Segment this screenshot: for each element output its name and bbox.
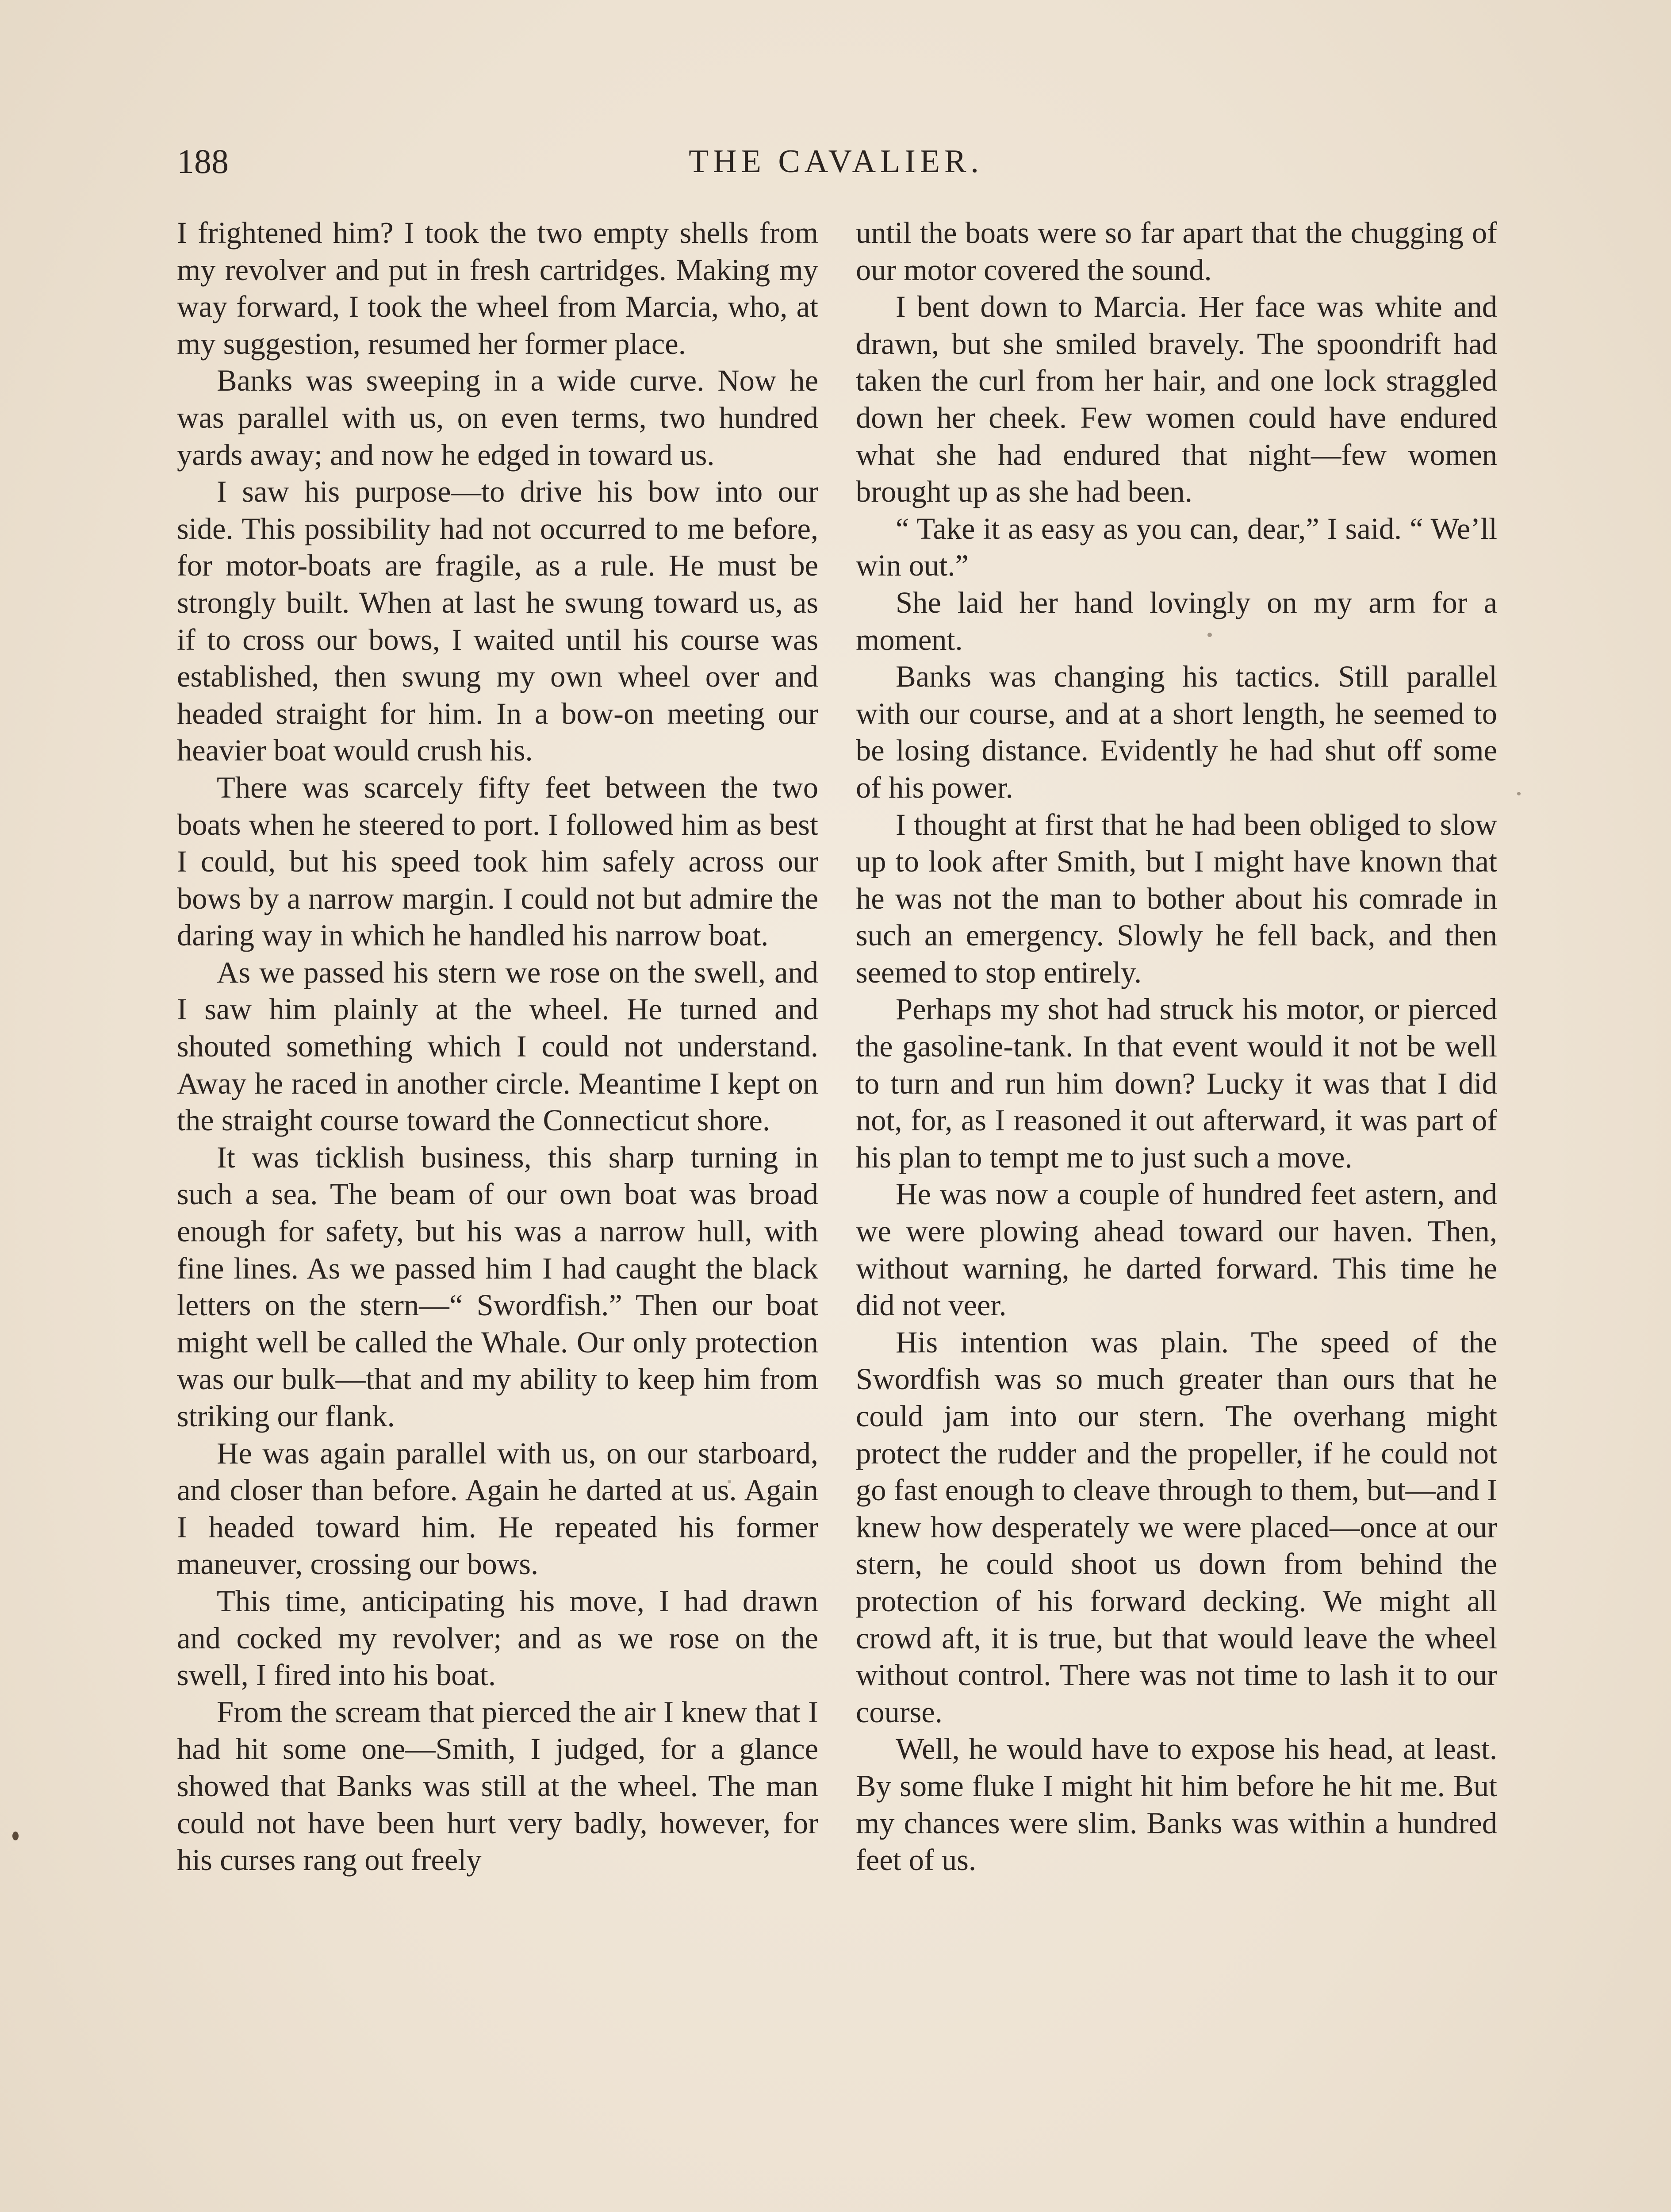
paper-speck bbox=[1207, 633, 1212, 637]
paragraph: She laid her hand lovingly on my arm for a moment. bbox=[856, 585, 1497, 657]
paper-speck bbox=[728, 1480, 731, 1483]
paragraph: His intention was plain. The speed of the Swordfish was so much greater than ours that he could jam into our stern. The overhang might protect the rudder and the propeller, if he could not go fast enough to cleave through to them, but—and I knew how desperately we were placed—once at our stern, he could shoot us down from behind the protection of his forward decking. We might all crowd aft, it is true, but that would leave the wheel without control. There was not time to lash it to our course. bbox=[856, 1325, 1497, 1729]
paragraph: He was now a couple of hundred feet astern, and we were plowing ahead toward our haven. Then, without warning, he darted forward. This time he did not veer. bbox=[856, 1177, 1497, 1322]
paragraph: Well, he would have to expose his head, at least. By some fluke I might hit him before he hit me. But my chances were slim. Banks was within a hundred feet of us. bbox=[856, 1732, 1497, 1877]
paragraph: I saw his purpose—to drive his bow into our side. This possibility had not occurred to me before, for motor-boats are fragile, as a rule. He must be strongly built. When at last he swung toward us, as if to cross our bows, I waited until his course was established, then swung my own wheel over and headed straight for him. In a bow-on meeting our heavier boat would crush his. bbox=[177, 475, 818, 768]
paragraph: Banks was sweeping in a wide curve. Now he was parallel with us, on even terms, two hundred yards away; and now he edged in toward us. bbox=[177, 364, 818, 472]
paragraph: It was ticklish business, this sharp turning in such a sea. The beam of our own boat was broad enough for safety, but his was a narrow hull, with fine lines. As we passed him I had caught the black letters on the stern—“ Swordfish.” Then our boat might well be called the Whale. Our only protection was our bulk—that and my ability to keep him from striking our flank. bbox=[177, 1140, 818, 1433]
page-number: 188 bbox=[177, 142, 229, 180]
page-header bbox=[177, 137, 1495, 190]
paper-speck bbox=[1517, 792, 1521, 795]
paragraph: Perhaps my shot had struck his motor, or pierced the gasoline-tank. In that event would it not be well to turn and run him down? Lucky it was that I did not, for, as I reasoned it out afterward, it was part of his plan to tempt me to just such a move. bbox=[856, 992, 1497, 1174]
paragraph: I frightened him? I took the two empty shells from my revolver and put in fresh cartridges. Making my way forward, I took the wheel from Marcia, who, at my suggestion, resumed her former place. bbox=[177, 216, 818, 361]
running-title: THE CAVALIER. bbox=[689, 143, 983, 180]
paragraph: until the boats were so far apart that the chugging of our motor covered the sound. bbox=[856, 216, 1497, 287]
left-column bbox=[177, 215, 818, 1879]
paragraph: He was again parallel with us, on our starboard, and closer than before. Again he darted at us. Again I headed toward him. He repeated his former maneuver, crossing our bows. bbox=[177, 1436, 818, 1581]
paragraph: I thought at first that he had been obliged to slow up to look after Smith, but I might have known that he was not the man to bother about his comrade in such an emergency. Slowly he fell back, and then seemed to stop entirely. bbox=[856, 807, 1497, 989]
right-column bbox=[856, 215, 1497, 1879]
paper-speck bbox=[12, 1832, 19, 1840]
paragraph: From the scream that pierced the air I knew that I had hit some one—Smith, I judged, for a glance showed that Banks was still at the wheel. The man could not have been hurt very badly, however, for his curses rang out freely bbox=[177, 1695, 818, 1877]
paragraph: “ Take it as easy as you can, dear,” I said. “ We’ll win out.” bbox=[856, 511, 1497, 583]
paragraph: Banks was changing his tactics. Still parallel with our course, and at a short length, he seemed to be losing distance. Evidently he had shut off some of his power. bbox=[856, 660, 1497, 804]
paragraph: There was scarcely fifty feet between the two boats when he steered to port. I followed him as best I could, but his speed took him safely across our bows by a narrow margin. I could not but admire the daring way in which he handled his narrow boat. bbox=[177, 770, 818, 952]
paragraph: I bent down to Marcia. Her face was white and drawn, but she smiled bravely. The spoondrift had taken the curl from her hair, and one lock straggled down her cheek. Few women could have endured what she had endured that night—few women brought up as she had been. bbox=[856, 290, 1497, 509]
paragraph: This time, anticipating his move, I had drawn and cocked my revolver; and as we rose on the swell, I fired into his boat. bbox=[177, 1584, 818, 1692]
paragraph: As we passed his stern we rose on the swell, and I saw him plainly at the wheel. He turned and shouted something which I could not understand. Away he raced in another circle. Meantime I kept on the straight course toward the Connecticut shore. bbox=[177, 955, 818, 1137]
